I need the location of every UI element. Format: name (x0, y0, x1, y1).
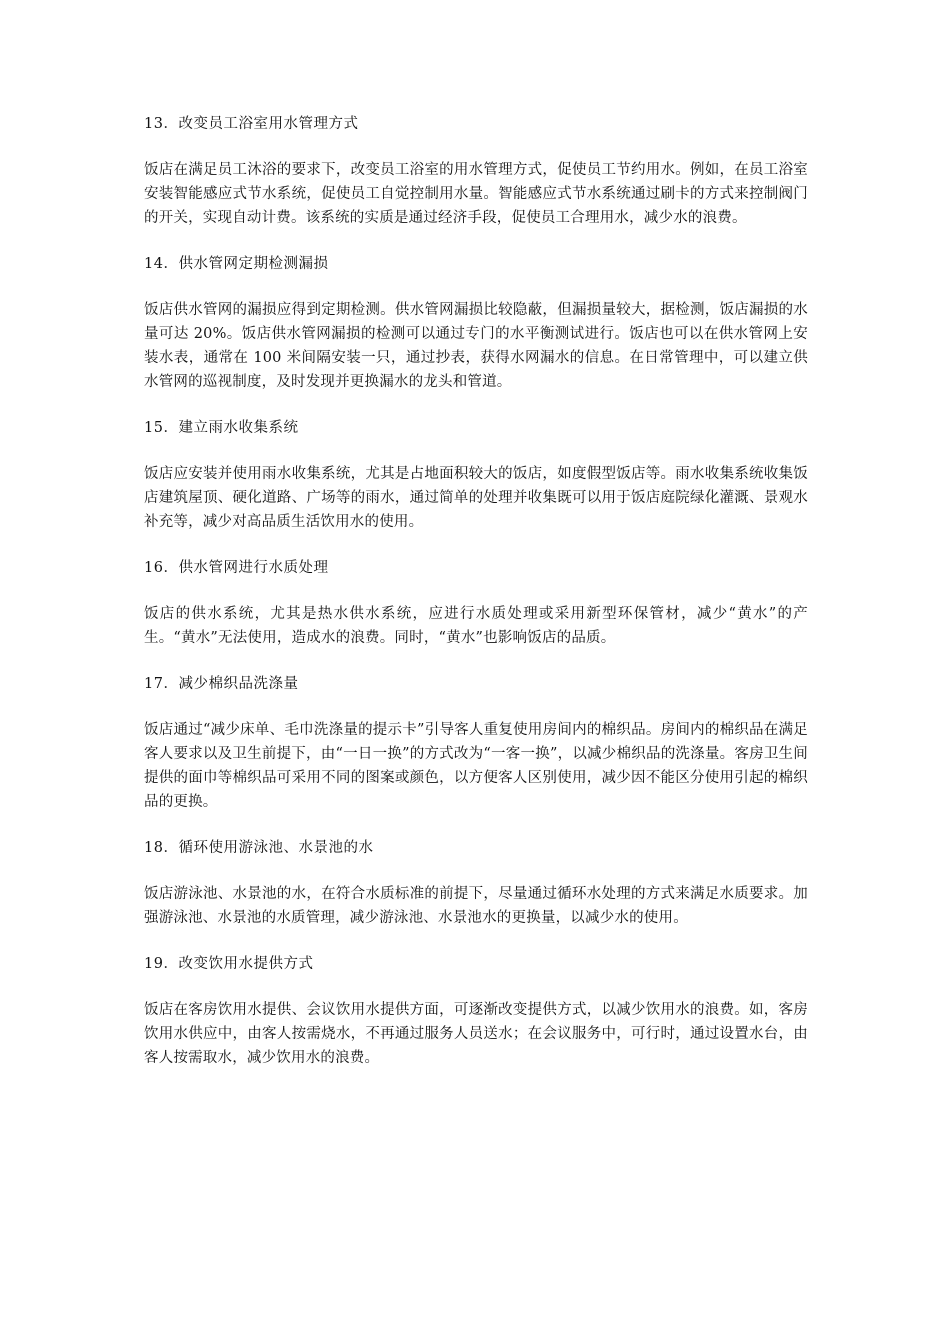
section-15 (144, 416, 808, 534)
section-heading: 14．供水管网定期检测漏损 (144, 256, 329, 272)
section-14 (144, 252, 808, 394)
section-paragraph: 饭店在客房饮用水提供、会议饮用水提供方面，可逐渐改变提供方式，以减少饮用水的浪费。如，客房饮用水供应中，由客人按需烧水，不再通过服务人员送水；在会议服务中，可行时，通过设置水台，由客人按需取水，减少饮用水的浪费。 (144, 1002, 808, 1066)
section-paragraph: 饭店在满足员工沐浴的要求下，改变员工浴室的用水管理方式，促使员工节约用水。例如，在员工浴室安装智能感应式节水系统，促使员工自觉控制用水量。智能感应式节水系统通过刷卡的方式来控制阀门的开关，实现自动计费。该系统的实质是通过经济手段，促使员工合理用水，减少水的浪费。 (144, 162, 808, 226)
section-paragraph: 饭店供水管网的漏损应得到定期检测。供水管网漏损比较隐蔽，但漏损量较大，据检测，饭店漏损的水量可达 20%。饭店供水管网漏损的检测可以通过专门的水平衡测试进行。饭店也可以在供水管网上安装水表，通常在 100 米间隔安装一只，通过抄表，获得水网漏水的信息。在日常管理中，可以建立供水管网的巡视制度，及时发现并更换漏水的龙头和管道。 (144, 302, 808, 390)
section-heading: 16．供水管网进行水质处理 (144, 560, 329, 576)
section-16 (144, 556, 808, 650)
section-heading: 19．改变饮用水提供方式 (144, 956, 314, 972)
section-heading: 18．循环使用游泳池、水景池的水 (144, 840, 374, 856)
section-18 (144, 836, 808, 930)
section-heading: 17．减少棉织品洗涤量 (144, 676, 299, 692)
section-paragraph: 饭店游泳池、水景池的水，在符合水质标准的前提下，尽量通过循环水处理的方式来满足水质要求。加强游泳池、水景池的水质管理，减少游泳池、水景池水的更换量，以减少水的使用。 (144, 886, 808, 926)
section-paragraph: 饭店通过“减少床单、毛巾洗涤量的提示卡”引导客人重复使用房间内的棉织品。房间内的棉织品在满足客人要求以及卫生前提下，由“一日一换”的方式改为“一客一换”，以减少棉织品的洗涤量。客房卫生间提供的面巾等棉织品可采用不同的图案或颜色，以方便客人区别使用，减少因不能区分使用引起的棉织品的更换。 (144, 722, 808, 810)
section-heading: 13．改变员工浴室用水管理方式 (144, 116, 359, 132)
section-paragraph: 饭店应安装并使用雨水收集系统，尤其是占地面积较大的饭店，如度假型饭店等。雨水收集系统收集饭店建筑屋顶、硬化道路、广场等的雨水，通过简单的处理并收集既可以用于饭店庭院绿化灌溉、景观水补充等，减少对高品质生活饮用水的使用。 (144, 466, 808, 530)
section-heading: 15．建立雨水收集系统 (144, 420, 299, 436)
document-page (144, 112, 808, 1092)
section-17 (144, 672, 808, 814)
section-19 (144, 952, 808, 1070)
section-13 (144, 112, 808, 230)
section-paragraph: 饭店的供水系统，尤其是热水供水系统，应进行水质处理或采用新型环保管材，减少“黄水”的产生。“黄水”无法使用，造成水的浪费。同时，“黄水”也影响饭店的品质。 (144, 606, 808, 646)
